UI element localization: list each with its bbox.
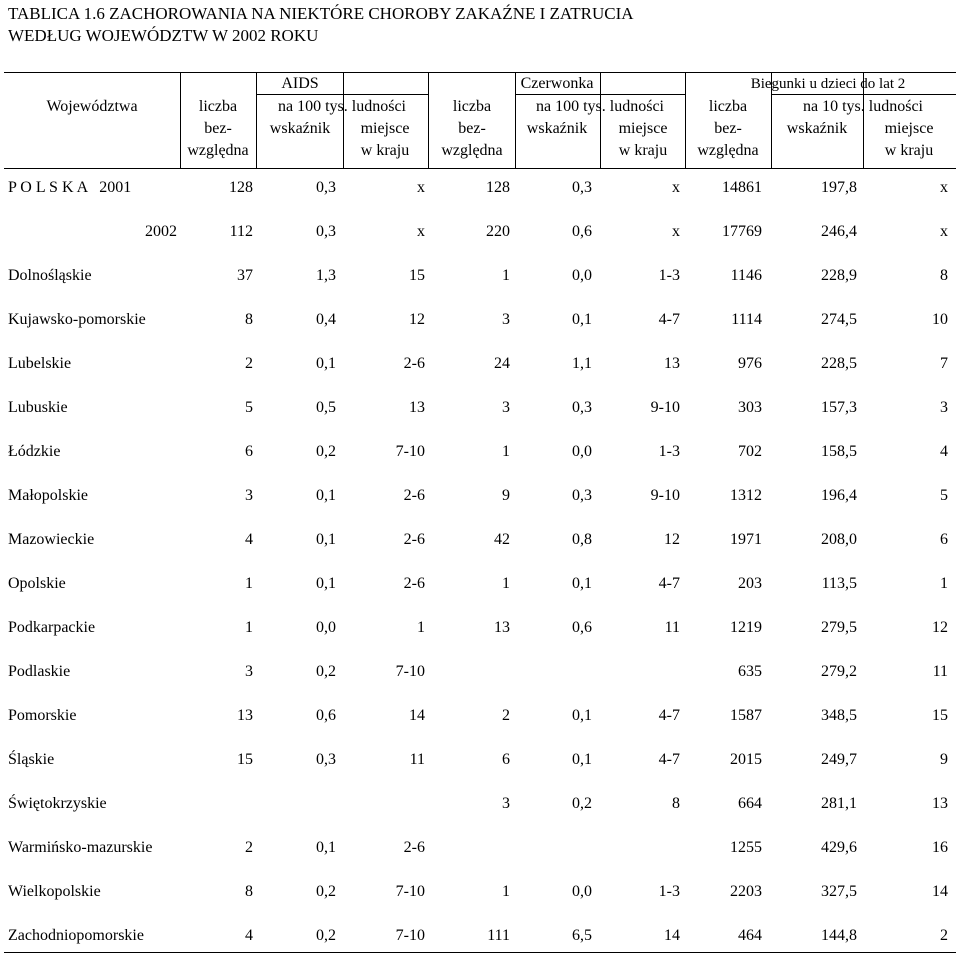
table-cell: 429,6: [821, 839, 857, 856]
table-cell: 8: [672, 795, 680, 812]
table-cell: 9: [502, 487, 510, 504]
table-cell: 0,4: [316, 311, 336, 328]
abs-header-line1: liczba: [452, 98, 492, 115]
table-cell: 281,1: [821, 795, 857, 812]
table-cell: 2-6: [403, 575, 425, 592]
table-cell: 0,2: [316, 443, 336, 460]
table-cell: 2: [940, 927, 948, 944]
table-cell: 4-7: [658, 575, 680, 592]
table-row: [0, 837, 960, 859]
table-cell: 7-10: [395, 663, 425, 680]
column-divider: [256, 72, 257, 169]
table-cell: 348,5: [821, 707, 857, 724]
table-cell: 8: [245, 311, 253, 328]
table-cell: 1-3: [658, 883, 680, 900]
table-cell: 1: [940, 575, 948, 592]
table-cell: 1-3: [658, 267, 680, 284]
table-cell: 196,4: [821, 487, 857, 504]
table-cell: 1-3: [658, 443, 680, 460]
table-cell: 14: [409, 707, 425, 724]
table-cell: 24: [494, 355, 510, 372]
region-name: Śląskie: [8, 751, 55, 768]
table-cell: 7: [940, 355, 948, 372]
table-cell: 1219: [730, 619, 762, 636]
rank-header-line1: miejsce: [618, 120, 668, 137]
table-cell: 0,2: [316, 663, 336, 680]
table-cell: 0,1: [572, 575, 592, 592]
abs-header-line1: liczba: [198, 98, 238, 115]
region-name: Warmińsko-mazurskie: [8, 839, 153, 856]
table-cell: 1587: [730, 707, 762, 724]
table-cell: x: [672, 223, 680, 240]
table-cell: 7-10: [395, 883, 425, 900]
rank-header-line1: miejsce: [884, 120, 934, 137]
table-cell: 702: [738, 443, 762, 460]
table-cell: 3: [940, 399, 948, 416]
table-cell: 9-10: [650, 487, 680, 504]
region-name: P O L S K A 2001: [8, 179, 132, 196]
table-cell: 0,0: [572, 443, 592, 460]
table-row: [0, 265, 960, 287]
group-header-biegunki: Biegunki u dzieci do lat 2: [750, 76, 906, 92]
table-cell: 327,5: [821, 883, 857, 900]
table-cell: 13: [494, 619, 510, 636]
table-cell: 3: [245, 487, 253, 504]
table-cell: 0,2: [572, 795, 592, 812]
abs-header-line3: względna: [187, 142, 249, 159]
region-name: Opolskie: [8, 575, 66, 592]
region-name: Kujawsko-pomorskie: [8, 311, 146, 328]
table-cell: 0,1: [316, 575, 336, 592]
table-cell: 5: [940, 487, 948, 504]
table-row: [0, 749, 960, 771]
region-name: Pomorskie: [8, 707, 77, 724]
table-cell: 5: [245, 399, 253, 416]
table-cell: 42: [494, 531, 510, 548]
rank-header-line1: miejsce: [360, 120, 410, 137]
table-row: [0, 177, 960, 199]
table-cell: 1,1: [572, 355, 592, 372]
abs-header-line3: względna: [441, 142, 503, 159]
table-cell: 1: [502, 267, 510, 284]
table-row: [0, 397, 960, 419]
table-cell: 0,3: [572, 399, 592, 416]
region-name: Mazowieckie: [8, 531, 95, 548]
table-cell: 128: [486, 179, 510, 196]
table-cell: 2-6: [403, 355, 425, 372]
table-cell: 3: [245, 663, 253, 680]
region-name: Podlaskie: [8, 663, 71, 680]
table-cell: 208,0: [821, 531, 857, 548]
table-cell: 2015: [730, 751, 762, 768]
table-cell: 0,5: [316, 399, 336, 416]
table-cell: 2: [502, 707, 510, 724]
table-cell: 6: [245, 443, 253, 460]
table-cell: 1971: [730, 531, 762, 548]
table-cell: 12: [932, 619, 948, 636]
rate-per-header: na 10 tys. ludności: [803, 98, 923, 115]
table-cell: 11: [664, 619, 680, 636]
table-cell: 3: [502, 399, 510, 416]
table-cell: 15: [932, 707, 948, 724]
table-row: [0, 529, 960, 551]
table-cell: 7-10: [395, 443, 425, 460]
table-cell: 1: [245, 619, 253, 636]
table-cell: x: [940, 223, 948, 240]
table-cell: 220: [486, 223, 510, 240]
rank-header-line2: w kraju: [884, 142, 934, 159]
table-cell: 976: [738, 355, 762, 372]
table-cell: 0,1: [316, 839, 336, 856]
table-cell: 0,3: [316, 179, 336, 196]
table-cell: 0,0: [572, 267, 592, 284]
column-divider: [685, 72, 686, 169]
region-name: Dolnośląskie: [8, 267, 92, 284]
table-row: [0, 925, 960, 947]
table-cell: 12: [664, 531, 680, 548]
table-cell: 1146: [730, 267, 762, 284]
table-row: [0, 221, 960, 243]
table-cell: 0,6: [572, 223, 592, 240]
table-cell: 15: [237, 751, 253, 768]
region-name: Podkarpackie: [8, 619, 96, 636]
region-header: Województwa: [46, 98, 138, 115]
table-cell: 228,5: [821, 355, 857, 372]
table-cell: x: [940, 179, 948, 196]
table-cell: 6: [940, 531, 948, 548]
table-row: [0, 441, 960, 463]
table-cell: 10: [932, 311, 948, 328]
table-cell: 113,5: [821, 575, 857, 592]
table-cell: 158,5: [821, 443, 857, 460]
table-cell: 0,3: [316, 751, 336, 768]
column-divider: [600, 72, 601, 169]
region-name: Wielkopolskie: [8, 883, 101, 900]
table-cell: 0,1: [316, 531, 336, 548]
column-divider: [180, 72, 181, 169]
column-divider: [343, 72, 344, 169]
aids-subheader-rule: [256, 94, 428, 95]
table-cell: 249,7: [821, 751, 857, 768]
rate-header: wskaźnik: [269, 120, 331, 137]
table-cell: 1: [502, 883, 510, 900]
region-name: Lubuskie: [8, 399, 68, 416]
table-cell: 13: [664, 355, 680, 372]
region-name: Małopolskie: [8, 487, 88, 504]
table-title-line1: TABLICA 1.6 ZACHOROWANIA NA NIEKTÓRE CHOROBY ZAKAŹNE I ZATRUCIA: [8, 4, 634, 23]
region-name: Zachodniopomorskie: [8, 927, 144, 944]
table-cell: 279,5: [821, 619, 857, 636]
table-cell: 14: [664, 927, 680, 944]
table-cell: 144,8: [821, 927, 857, 944]
region-name: 2002: [145, 223, 177, 240]
table-title-line2: WEDŁUG WOJEWÓDZTW W 2002 ROKU: [8, 26, 319, 45]
table-cell: 664: [738, 795, 762, 812]
table-cell: 1,3: [316, 267, 336, 284]
table-cell: 14: [932, 883, 948, 900]
table-cell: 4-7: [658, 751, 680, 768]
table-cell: 9: [940, 751, 948, 768]
abs-header-line3: względna: [697, 142, 759, 159]
table-cell: 157,3: [821, 399, 857, 416]
table-row: [0, 881, 960, 903]
region-name: Świętokrzyskie: [8, 795, 107, 812]
table-cell: 0,0: [572, 883, 592, 900]
rate-header: wskaźnik: [526, 120, 588, 137]
table-cell: 197,8: [821, 179, 857, 196]
table-cell: 0,8: [572, 531, 592, 548]
table-cell: 112: [229, 223, 253, 240]
abs-header-line1: liczba: [708, 98, 748, 115]
table-cell: 14861: [722, 179, 762, 196]
table-cell: 16: [932, 839, 948, 856]
abs-header-line2: bez-: [458, 120, 486, 137]
abs-header-line2: bez-: [714, 120, 742, 137]
table-row: [0, 661, 960, 683]
table-cell: 303: [738, 399, 762, 416]
region-name: Lubelskie: [8, 355, 72, 372]
table-cell: 0,3: [572, 179, 592, 196]
table-cell: x: [417, 223, 425, 240]
column-divider: [515, 72, 516, 169]
header-bottom-rule: [4, 168, 956, 169]
table-row: [0, 309, 960, 331]
table-cell: 1: [502, 443, 510, 460]
table-cell: 0,2: [316, 883, 336, 900]
rank-header-line2: w kraju: [618, 142, 668, 159]
table-cell: 13: [237, 707, 253, 724]
table-cell: 4-7: [658, 311, 680, 328]
table-cell: 13: [932, 795, 948, 812]
table-cell: 0,1: [572, 751, 592, 768]
table-cell: 13: [409, 399, 425, 416]
table-cell: 4-7: [658, 707, 680, 724]
rate-per-header: na 100 tys. ludności: [536, 98, 664, 115]
table-cell: x: [417, 179, 425, 196]
table-cell: 8: [940, 267, 948, 284]
table-row: [0, 485, 960, 507]
rank-header-line2: w kraju: [360, 142, 410, 159]
table-cell: 1: [417, 619, 425, 636]
table-bottom-rule: [4, 952, 956, 953]
table-cell: 0,3: [572, 487, 592, 504]
column-divider: [428, 72, 429, 169]
table-cell: 4: [245, 531, 253, 548]
table-cell: 12: [409, 311, 425, 328]
table-cell: 2: [245, 355, 253, 372]
table-cell: 1114: [731, 311, 762, 328]
table-cell: 11: [409, 751, 425, 768]
table-cell: 17769: [722, 223, 762, 240]
table-cell: 1312: [730, 487, 762, 504]
table-cell: 464: [738, 927, 762, 944]
table-row: [0, 617, 960, 639]
abs-header-line2: bez-: [204, 120, 232, 137]
table-row: [0, 573, 960, 595]
table-cell: x: [672, 179, 680, 196]
table-cell: 1: [502, 575, 510, 592]
table-cell: 0,6: [316, 707, 336, 724]
group-header-aids: AIDS: [281, 75, 319, 92]
table-cell: 2: [245, 839, 253, 856]
table-row: [0, 353, 960, 375]
table-cell: 0,6: [572, 619, 592, 636]
group-header-czerwonka: Czerwonka: [520, 75, 594, 92]
table-cell: 2203: [730, 883, 762, 900]
table-cell: 11: [932, 663, 948, 680]
table-cell: 279,2: [821, 663, 857, 680]
header-top-rule: [4, 72, 956, 73]
table-cell: 15: [409, 267, 425, 284]
table-cell: 0,2: [316, 927, 336, 944]
table-cell: 1255: [730, 839, 762, 856]
table-cell: 246,4: [821, 223, 857, 240]
table-cell: 128: [229, 179, 253, 196]
table-cell: 7-10: [395, 927, 425, 944]
table-cell: 4: [245, 927, 253, 944]
table-cell: 6,5: [572, 927, 592, 944]
table-cell: 0,1: [572, 311, 592, 328]
table-cell: 3: [502, 795, 510, 812]
table-row: [0, 705, 960, 727]
table-cell: 635: [738, 663, 762, 680]
region-name: Łódzkie: [8, 443, 61, 460]
table-cell: 2-6: [403, 487, 425, 504]
table-cell: 2-6: [403, 839, 425, 856]
table-cell: 0,3: [316, 223, 336, 240]
table-cell: 0,0: [316, 619, 336, 636]
table-cell: 203: [738, 575, 762, 592]
table-cell: 274,5: [821, 311, 857, 328]
rate-per-header: na 100 tys. ludności: [278, 98, 406, 115]
table-cell: 0,1: [316, 487, 336, 504]
table-cell: 1: [245, 575, 253, 592]
table-cell: 2-6: [403, 531, 425, 548]
table-cell: 0,1: [316, 355, 336, 372]
rate-header: wskaźnik: [786, 120, 848, 137]
table-cell: 0,1: [572, 707, 592, 724]
table-cell: 6: [502, 751, 510, 768]
table-cell: 228,9: [821, 267, 857, 284]
table-cell: 8: [245, 883, 253, 900]
table-cell: 111: [487, 927, 510, 944]
table-row: [0, 793, 960, 815]
table-cell: 3: [502, 311, 510, 328]
table-cell: 37: [237, 267, 253, 284]
table-cell: 9-10: [650, 399, 680, 416]
table-cell: 4: [940, 443, 948, 460]
